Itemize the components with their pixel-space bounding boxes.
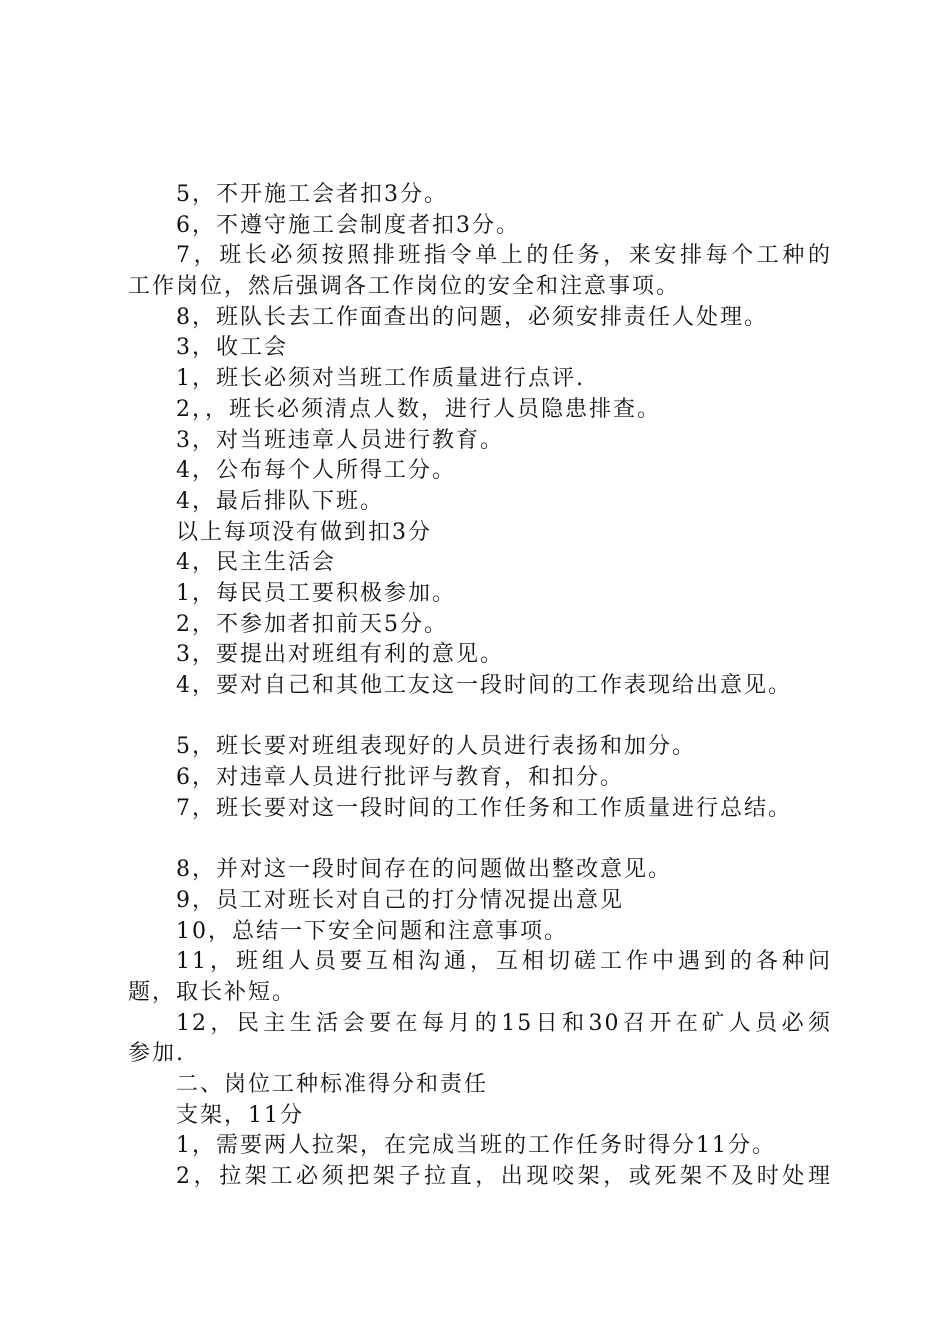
document-body (128, 180, 832, 1193)
paragraph-line: 3，要提出对班组有利的意见。 (176, 642, 504, 668)
paragraph-line: 7，班长要对这一段时间的工作任务和工作质量进行总结。 (176, 795, 792, 821)
paragraph-line: 1，班长必须对当班工作质量进行点评. (176, 366, 585, 392)
paragraph-line: 8，班队长去工作面查出的问题，必须安排责任人处理。 (176, 304, 768, 330)
section-heading: 支架，11分 (176, 1102, 304, 1128)
paragraph-line: 2，，班长必须清点人数，进行人员隐患排查。 (176, 396, 661, 422)
paragraph-line: 题，取长补短。 (128, 979, 297, 1005)
blank-line (128, 702, 832, 733)
section-heading: 3，收工会 (176, 335, 288, 361)
section-heading: 二、岗位工种标准得分和责任 (176, 1071, 489, 1097)
paragraph-line: 4，要对自己和其他工友这一段时间的工作表现给出意见。 (176, 673, 792, 698)
paragraph-line: 10，总结一下安全问题和注意事项。 (176, 918, 568, 944)
paragraph-line: 6，不遵守施工会制度者扣3分。 (176, 212, 520, 238)
paragraph-line: 9，员工对班长对自己的打分情况提出意见 (176, 887, 624, 913)
paragraph-line: 5，不开施工会者扣3分。 (176, 182, 448, 207)
paragraph-line: 5，班长要对班组表现好的人员进行表扬和加分。 (176, 734, 696, 760)
paragraph-line: 工作岗位，然后强调各工作岗位的安全和注意事项。 (128, 274, 681, 300)
paragraph-line: 1，每民员工要积极参加。 (176, 580, 456, 606)
paragraph-line: 8，并对这一段时间存在的问题做出整改意见。 (176, 857, 672, 883)
section-heading: 4，民主生活会 (176, 550, 336, 576)
paragraph-line: 4，公布每个人所得工分。 (176, 458, 456, 484)
paragraph-line: 7，班长必须按照排班指令单上的任务，来安排每个工种的 (176, 243, 832, 269)
paragraph-line: 4，最后排队下班。 (176, 488, 384, 514)
paragraph-line: 1，需要两人拉架，在完成当班的工作任务时得分11分。 (176, 1133, 776, 1159)
paragraph-line: 12，民主生活会要在每月的15日和30召开在矿人员必须 (176, 1010, 832, 1036)
paragraph-line: 6，对违章人员进行批评与教育，和扣分。 (176, 765, 624, 791)
paragraph-line: 2，拉架工必须把架子拉直，出现咬架，或死架不及时处理 (176, 1164, 832, 1189)
paragraph-line: 3，对当班违章人员进行教育。 (176, 427, 504, 453)
paragraph-line: 11，班组人员要互相沟通，互相切磋工作中遇到的各种问 (176, 949, 832, 975)
paragraph-line: 2，不参加者扣前天5分。 (176, 611, 448, 637)
paragraph-line: 以上每项没有做到扣3分 (176, 519, 432, 545)
paragraph-line: 参加. (128, 1041, 185, 1067)
blank-line (128, 824, 832, 855)
